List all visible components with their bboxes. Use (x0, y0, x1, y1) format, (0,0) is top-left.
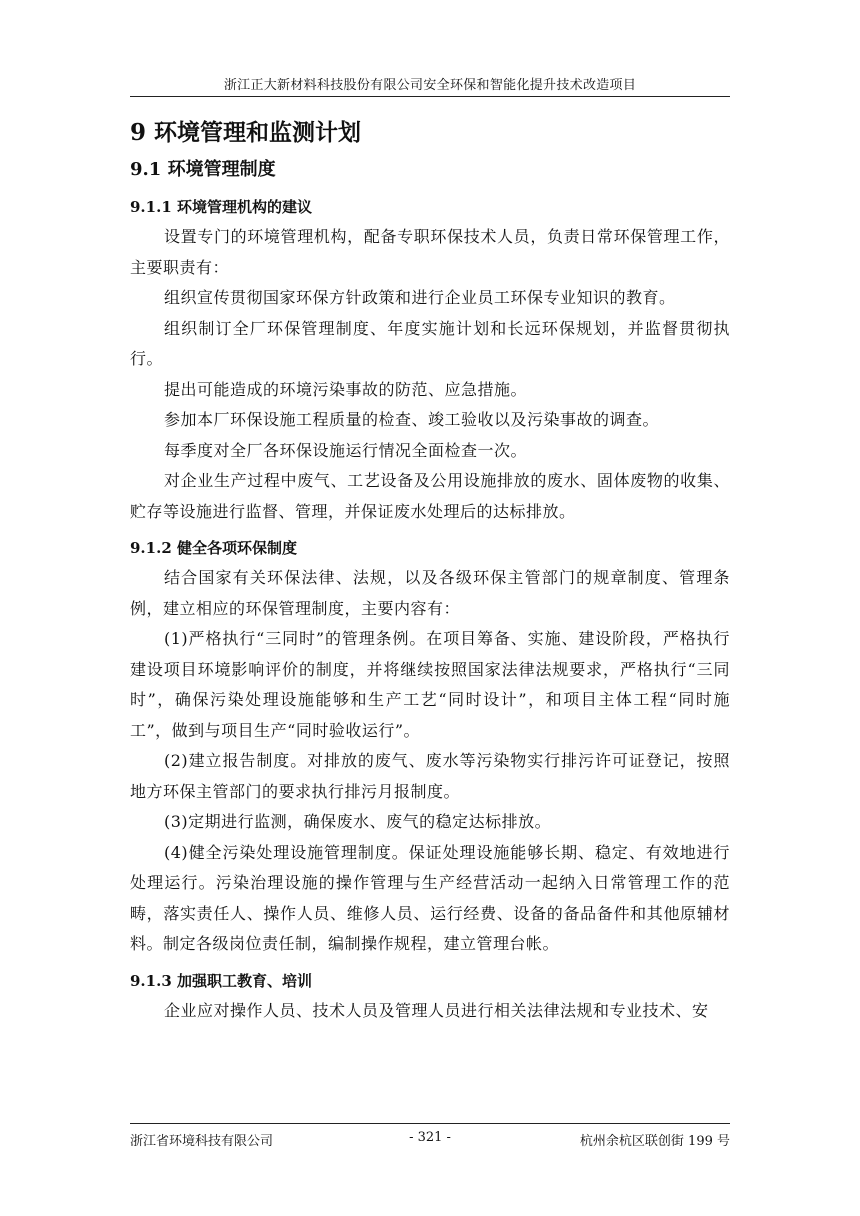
footer-company: 浙江省环境科技有限公司 (130, 1134, 274, 1149)
footer-address: 杭州余杭区联创街 199 号 (579, 1134, 730, 1149)
subsection-heading-911: 9.1.1 环境管理机构的建议 (130, 198, 312, 216)
subsection-heading-913: 9.1.3 加强职工教育、培训 (130, 971, 312, 990)
paragraph: 提出可能造成的环境污染事故的防范、应急措施。 (164, 379, 528, 399)
footer-divider (130, 1123, 730, 1124)
paragraph: (3)定期进行监测，确保废水、废气的稳定达标排放。 (164, 812, 552, 831)
paragraph: 结合国家有关环保法律、法规，以及各级环保主管部门的规章制度、管理条例，建立相应的环保管理制度，主要内容有： (130, 568, 730, 618)
paragraph: 组织宣传贯彻国家环保方针政策和进行企业员工环保专业知识的教育。 (164, 288, 676, 307)
paragraph: 参加本厂环保设施工程质量的检查、竣工验收以及污染事故的调查。 (164, 410, 660, 429)
header-divider (130, 96, 730, 97)
running-header: 浙江正大新材料科技股份有限公司安全环保和智能化提升技术改造项目 (223, 78, 637, 93)
subsection-heading-912: 9.1.2 健全各项环保制度 (130, 539, 297, 557)
section-title: 9.1 环境管理制度 (130, 159, 276, 180)
paragraph: (2)建立报告制度。对排放的废气、废水等污染物实行排污许可证登记，按照地方环保主管部门的要求执行排污月报制度。 (130, 751, 730, 801)
paragraph: 组织制订全厂环保管理制度、年度实施计划和长远环保规划，并监督贯彻执行。 (130, 318, 730, 368)
paragraph: 设置专门的环境管理机构，配备专职环保技术人员，负责日常环保管理工作，主要职责有： (130, 227, 730, 277)
paragraph: 每季度对全厂各环保设施运行情况全面检查一次。 (164, 440, 528, 460)
page-number: - 321 - (409, 1130, 451, 1145)
chapter-title: 9 环境管理和监测计划 (130, 119, 362, 146)
paragraph: 对企业生产过程中废气、工艺设备及公用设施排放的废水、固体废物的收集、贮存等设施进行监督、管理，并保证废水处理后的达标排放。 (130, 471, 730, 521)
paragraph: (1)严格执行“三同时”的管理条例。在项目筹备、实施、建设阶段，严格执行建设项目环境影响评价的制度，并将继续按照国家法律法规要求，严格执行“三同时”，确保污染处理设施能够和生产工艺“同时设计”，和项目主体工程“同时施工”，做到与项目生产“同时验收运行”。 (130, 629, 730, 740)
paragraph: (4)健全污染处理设施管理制度。保证处理设施能够长期、稳定、有效地进行处理运行。污染治理设施的操作管理与生产经营活动一起纳入日常管理工作的范畴，落实责任人、操作人员、维修人员、运行经费、设备的备品备件和其他原辅材料。制定各级岗位责任制，编制操作规程，建立管理台帐。 (130, 842, 730, 953)
page-content (130, 112, 730, 1026)
paragraph: 企业应对操作人员、技术人员及管理人员进行相关法律法规和专业技术、安 (164, 1000, 709, 1020)
